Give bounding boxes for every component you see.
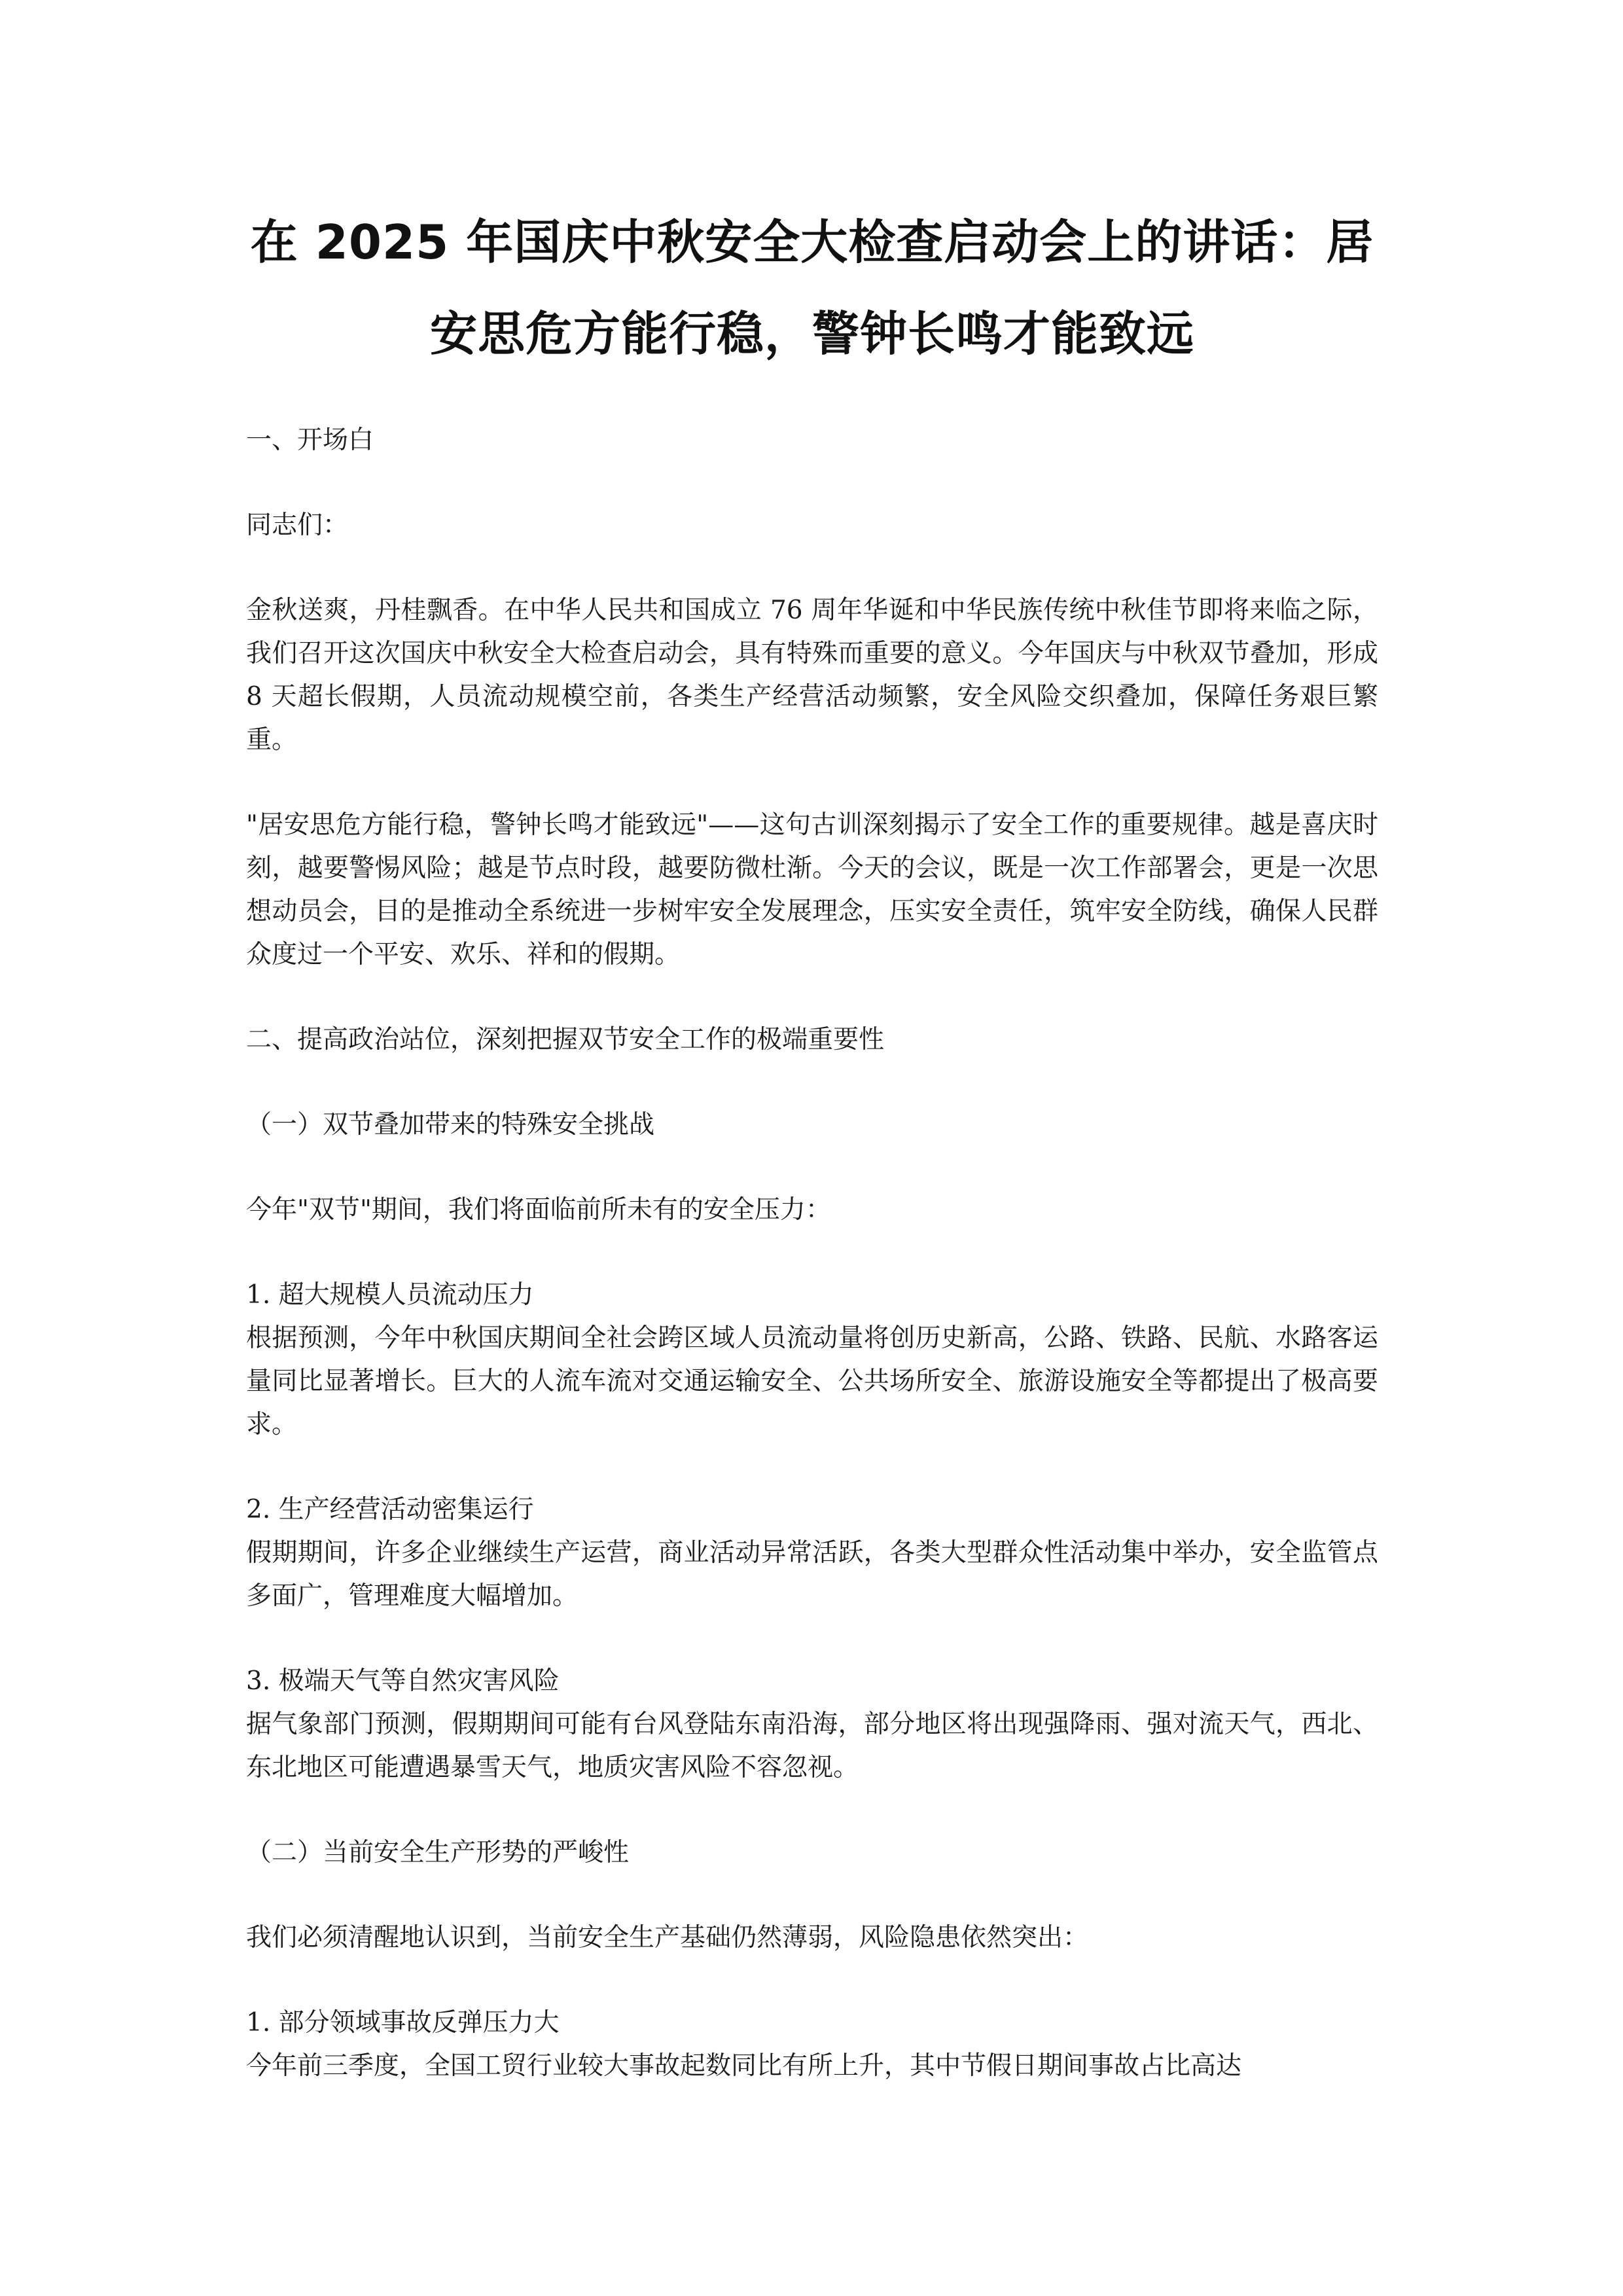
section-heading-2: 二、提高政治站位，深刻把握双节安全工作的极端重要性: [246, 1025, 885, 1054]
subsection-1-intro: 今年"双节"期间，我们将面临前所未有的安全压力：: [246, 1195, 831, 1225]
paragraph-intro-2: "居安思危方能行稳，警钟长鸣才能致远"——这句古训深刻揭示了安全工作的重要规律。越是喜庆时刻，越要警惕风险；越是节点时段，越要防微杜渐。今天的会议，既是一次工作部署会，更是一次思想动员会，目的是推动全系统进一步树牢安全发展理念，压实安全责任，筑牢安全防线，确保人民群众度过一个平安、欢乐、祥和的假期。: [246, 810, 1378, 969]
list-item-title: 1. 超大规模人员流动压力: [246, 1280, 534, 1310]
document-body: [246, 419, 1378, 2088]
greeting: 同志们：: [246, 511, 349, 540]
subsection-heading-1: （一）双节叠加带来的特殊安全挑战: [246, 1110, 655, 1139]
document-content: [246, 196, 1378, 2088]
title-line-2: 安思危方能行稳，警钟长鸣才能致远: [429, 306, 1194, 361]
section-heading-1: 一、开场白: [246, 425, 374, 455]
list-item-title: 2. 生产经营活动密集运行: [246, 1495, 534, 1524]
list-item-text: 假期期间，许多企业继续生产运营，商业活动异常活跃，各类大型群众性活动集中举办，安全监管点多面广，管理难度大幅增加。: [246, 1538, 1378, 1611]
list-item-text: 据气象部门预测，假期期间可能有台风登陆东南沿海，部分地区将出现强降雨、强对流天气，西北、东北地区可能遭遇暴雪天气，地质灾害风险不容忽视。: [246, 1710, 1378, 1782]
title-line-1: 在 2025 年国庆中秋安全大检查启动会上的讲话：居: [250, 215, 1374, 270]
paragraph-intro-1: 金秋送爽，丹桂飘香。在中华人民共和国成立 76 周年华诞和中华民族传统中秋佳节即将来临之际，我们召开这次国庆中秋安全大检查启动会，具有特殊而重要的意义。今年国庆与中秋双节叠加，形成 8 天超长假期，人员流动规模空前，各类生产经营活动频繁，安全风险交织叠加，保障任务艰巨繁重。: [246, 596, 1378, 755]
subsection-heading-2: （二）当前安全生产形势的严峻性: [246, 1838, 630, 1867]
list-item-title: 3. 极端天气等自然灾害风险: [246, 1666, 560, 1696]
subsection-2-intro: 我们必须清醒地认识到，当前安全生产基础仍然薄弱，风险隐患依然突出：: [246, 1923, 1089, 1952]
document-title: [246, 196, 1378, 380]
list-item-text: 今年前三季度，全国工贸行业较大事故起数同比有所上升，其中节假日期间事故占比高达: [246, 2051, 1242, 2081]
list-item-text: 根据预测，今年中秋国庆期间全社会跨区域人员流动量将创历史新高，公路、铁路、民航、水路客运量同比显著增长。巨大的人流车流对交通运输安全、公共场所安全、旅游设施安全等都提出了极高要求。: [246, 1323, 1378, 1439]
list-item-title: 1. 部分领域事故反弹压力大: [246, 2008, 560, 2037]
